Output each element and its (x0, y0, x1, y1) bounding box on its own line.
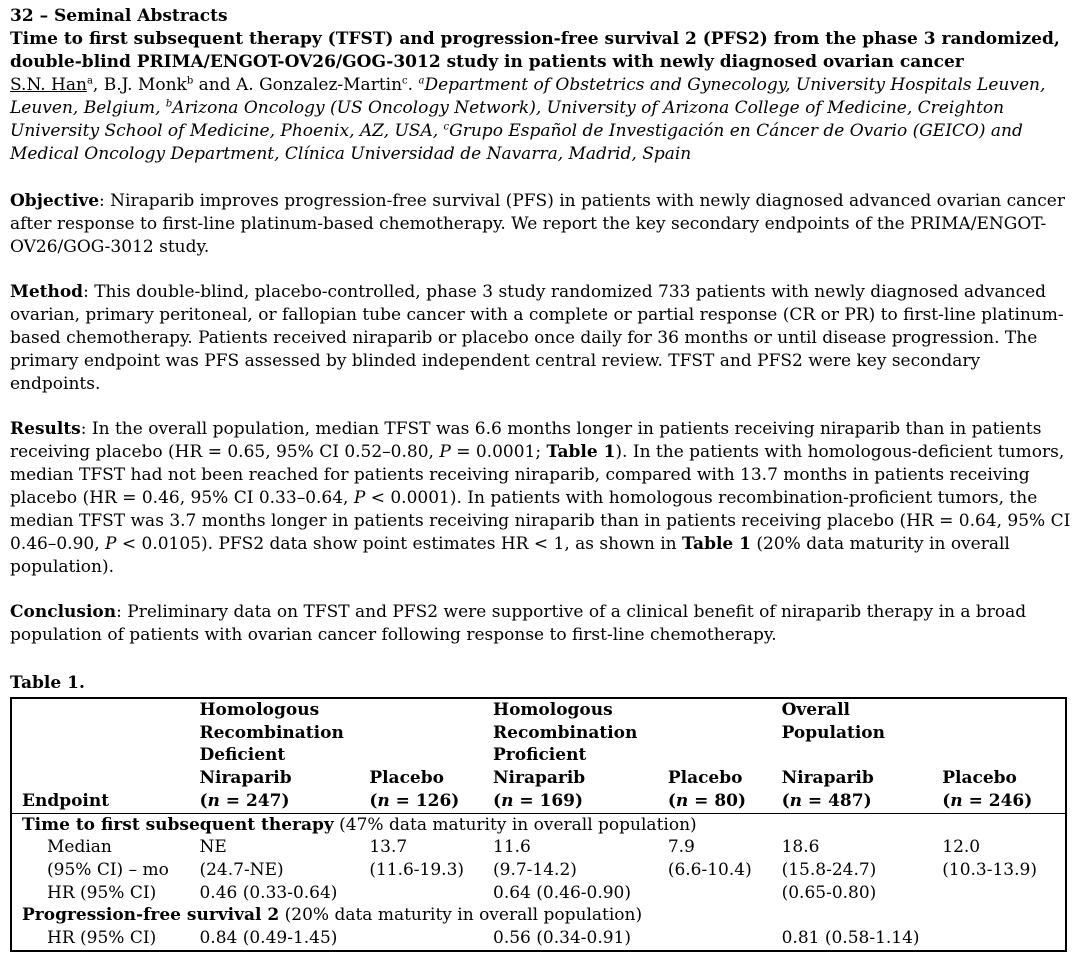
conclusion-label: Conclusion (10, 602, 117, 622)
arm-n-pre: ( (667, 790, 676, 811)
tfst-title: Time to first subsequent therapy (22, 814, 334, 835)
affiliation-a: Department of Obstetrics and Gynecology, University Hospitals Leuven, Leuven, Belgium, (10, 75, 1046, 118)
table-cell: (6.6-10.4) (667, 859, 752, 880)
table-cell: 0.84 (0.49-1.45) (199, 928, 338, 949)
group-hrp (493, 698, 668, 767)
table-cell: 0.81 (0.58-1.14) (781, 928, 920, 949)
objective-section (10, 190, 1072, 259)
results-text-2: = 0.0001; (450, 442, 547, 462)
endpoint-header: Endpoint (11, 767, 199, 813)
aff-b-sup: b (165, 98, 173, 110)
arm-header (493, 767, 668, 813)
arm-n-var: n (789, 790, 803, 811)
pfs2-section-heading (11, 904, 1066, 927)
table-ref-1: Table 1 (546, 442, 616, 462)
table-cell: 11.6 (493, 837, 531, 858)
table-cell: 7.9 (667, 837, 695, 858)
table-cell: 12.0 (942, 837, 981, 858)
table-ref-2: Table 1 (682, 534, 751, 554)
group-hrd-line3: Deficient (199, 745, 286, 766)
author-3: A. Gonzalez-Martin (236, 75, 403, 95)
table-cell: 0.56 (0.34-0.91) (493, 928, 631, 949)
tfst-section-heading (11, 813, 1066, 836)
table-header-group-row (11, 698, 1066, 767)
arm-n-post: = 247) (219, 790, 290, 811)
table-cell: 18.6 (781, 837, 820, 858)
arm-n-post: = 487) (802, 790, 872, 811)
table-cell: NE (199, 837, 227, 858)
group-hrd-line1: Homologous (199, 700, 320, 720)
table-cell: (15.8-24.7) (781, 859, 877, 880)
method-section (10, 281, 1072, 396)
table-row (11, 927, 1066, 951)
arm-header (199, 767, 369, 813)
abstract-page (10, 5, 1072, 949)
results-text-3: ). In the patients with homologous-deficient tumors, median TFST had not been reached for patients receiving niraparib, compared with 13.7 months in patients receiving placebo (HR = 0.46, 95% CI 0.33–0.64, (10, 442, 1065, 508)
table-row (11, 836, 1066, 859)
pfs2-note: (20% data maturity in overall population) (279, 905, 643, 926)
results-p-1: P (439, 442, 451, 462)
arm-name: Placebo (667, 768, 743, 789)
results-text-4: < 0.0001). In patients with homologous recombination-proficient tumors, the median TFST was 3.7 months longer in patients receiving niraparib than in patients receiving placebo (HR = 0.64, 95% CI 0.46–0.90, (10, 488, 1071, 554)
arm-n-var: n (950, 790, 963, 811)
arm-n-var: n (207, 790, 220, 811)
affiliation-b: Arizona Oncology (US Oncology Network), University of Arizona College of Medicine, Creighton University School of Medicine, Phoenix, AZ, USA, (10, 98, 1005, 141)
author-2: B.J. Monk (103, 75, 187, 95)
conclusion-section (10, 601, 1072, 647)
group-overall-line2: Population (781, 722, 885, 743)
tfst-section-row (11, 813, 1066, 836)
arm-header (782, 767, 943, 813)
aff-a-sup: a (418, 75, 425, 87)
table-row (11, 882, 1066, 905)
table-label: Table 1. (10, 673, 85, 693)
objective-label: Objective (10, 191, 100, 211)
abstract-number: 32 – Seminal Abstracts (10, 6, 228, 26)
table-cell: (0.65-0.80) (781, 882, 877, 903)
results-text-5: < 0.0105). PFS2 data show point estimates HR < 1, as shown in (116, 534, 683, 554)
arm-n-pre: ( (199, 790, 208, 811)
table-cell: 0.64 (0.46-0.90) (493, 882, 631, 903)
arm-header (369, 767, 493, 813)
table-header-arm-row (11, 767, 1066, 813)
table-cell: (24.7-NE) (199, 859, 284, 880)
table-cell: (9.7-14.2) (493, 859, 577, 880)
row-label: Median (47, 837, 112, 858)
conclusion-text: : Preliminary data on TFST and PFS2 were supportive of a clinical benefit of niraparib therapy in a broad population of patients with ovarian cancer following response to first-line chemotherapy. (10, 602, 1027, 645)
arm-n-var: n (501, 790, 514, 811)
row-label: HR (95% CI) (47, 882, 157, 903)
arm-n-post: = 246) (962, 790, 1033, 811)
aff-c-sup: c (443, 121, 450, 133)
table-cell: (11.6-19.3) (369, 859, 465, 880)
group-hrp-line1: Homologous (493, 700, 613, 720)
table-cell: (10.3-13.9) (942, 859, 1037, 880)
author-1-sup: a (86, 75, 93, 87)
group-overall (782, 698, 943, 767)
arm-n-post: = 80) (688, 790, 747, 811)
method-text: : This double-blind, placebo-controlled, phase 3 study randomized 733 patients with newly diagnosed advanced ovarian, primary peritoneal, or fallopian tube cancer with a complete or partial response (CR or PR) to first-line platinum-based chemotherapy. Patients received niraparib or placebo once daily for 36 months or until disease progression. The primary endpoint was PFS assessed by blinded independent central review. TFST and PFS2 were key secondary endpoints. (10, 282, 1064, 394)
results-p-3: P (105, 534, 117, 554)
arm-n-pre: ( (942, 790, 951, 811)
row-label: HR (95% CI) (47, 928, 157, 949)
sep-2: and (193, 75, 237, 95)
arm-name: Placebo (369, 768, 444, 789)
arm-name: Placebo (942, 768, 1017, 789)
arm-n-pre: ( (369, 790, 378, 811)
affiliation-c: Grupo Español de Investigación en Cáncer de Ovario (GEICO) and Medical Oncology Department, Clínica Universidad de Navarra, Madrid, Spain (10, 121, 1023, 164)
arm-n-var: n (675, 790, 689, 811)
tfst-note: (47% data maturity in overall population) (333, 814, 697, 835)
arm-name: Niraparib (781, 768, 874, 789)
arm-n-var: n (377, 790, 390, 811)
group-hrp-line3: Proficient (493, 745, 587, 766)
pfs2-section-row (11, 904, 1066, 927)
results-table (10, 697, 1067, 952)
pfs2-title: Progression-free survival 2 (22, 905, 280, 926)
arm-n-pre: ( (781, 790, 790, 811)
group-hrd (199, 698, 369, 767)
arm-name: Niraparib (199, 768, 292, 789)
sep-1: , (92, 75, 104, 95)
arm-n-post: = 169) (513, 790, 584, 811)
table-cell: 0.46 (0.33-0.64) (199, 882, 338, 903)
group-hrd-line2: Recombination (199, 722, 344, 743)
results-text-6: (20% data maturity in overall population). (10, 534, 1010, 577)
table-row (11, 859, 1066, 882)
arm-header (668, 767, 782, 813)
author-1: S.N. Han (10, 75, 87, 95)
arm-name: Niraparib (493, 768, 586, 789)
row-label: (95% CI) – mo (47, 859, 169, 880)
author-affiliations (10, 74, 1072, 166)
group-hrp-line2: Recombination (493, 722, 638, 743)
group-overall-line1: Overall (781, 700, 850, 720)
objective-text: : Niraparib improves progression-free survival (PFS) in patients with newly diagnosed advanced ovarian cancer after response to first-line platinum-based chemotherapy. We report the key secondary endpoints of the PRIMA/ENGOT-OV26/GOG-3012 study. (10, 191, 1065, 257)
author-2-sup: b (186, 75, 194, 87)
results-section (10, 418, 1072, 579)
arm-n-pre: ( (493, 790, 502, 811)
sep-3: . (407, 75, 419, 95)
arm-n-post: = 126) (389, 790, 460, 811)
table-cell: 13.7 (369, 837, 408, 858)
results-text-1: : In the overall population, median TFST was 6.6 months longer in patients receiving niraparib than in patients receiving placebo (HR = 0.65, 95% CI 0.52–0.80, (10, 419, 1042, 462)
method-label: Method (10, 282, 84, 302)
results-label: Results (10, 419, 81, 439)
results-p-2: P (353, 488, 366, 508)
abstract-title: Time to first subsequent therapy (TFST) and progression-free survival 2 (PFS2) from the phase 3 randomized, double-blind PRIMA/ENGOT-OV26/GOG-3012 study in patients with newly diagnosed ovarian cancer (10, 29, 1060, 72)
arm-header (942, 767, 1066, 813)
author-3-sup: c (402, 75, 408, 87)
